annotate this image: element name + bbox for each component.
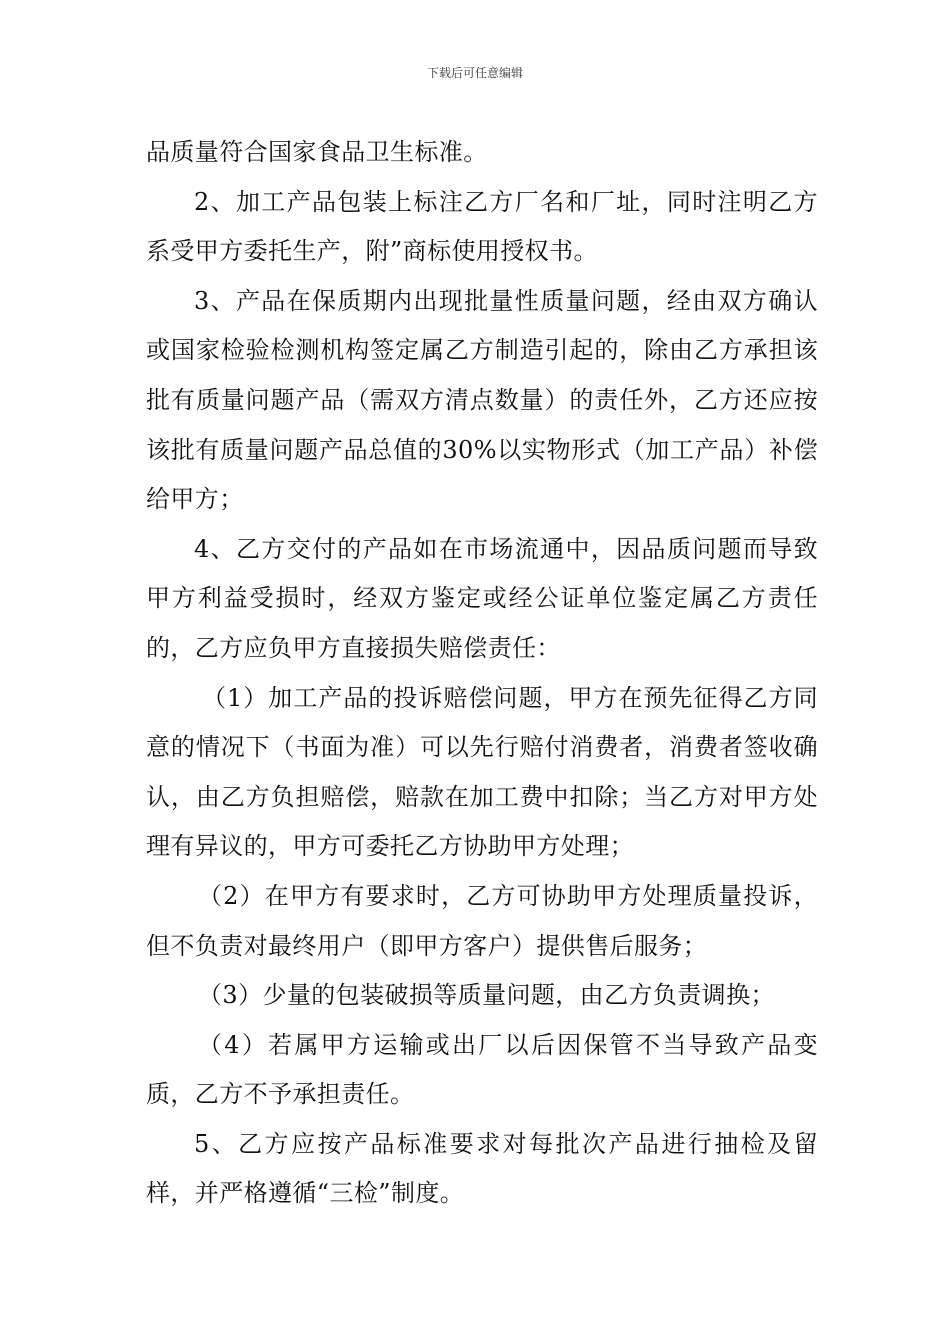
paragraph-clause-5: 5、乙方应按产品标准要求对每批次产品进行抽检及留样，并严格遵循“三检”制度。 (146, 1129, 818, 1208)
paragraph-subclause-4: （4）若属甲方运输或出厂以后因保管不当导致产品变质，乙方不予承担责任。 (146, 1030, 818, 1109)
paragraph-subclause-1: （1）加工产品的投诉赔偿问题，甲方在预先征得乙方同意的情况下（书面为准）可以先行赔付消费者，消费者签收确认，由乙方负担赔偿，赔款在加工费中扣除；当乙方对甲方处理有异议的，甲方可委托乙方协助甲方处理； (146, 683, 818, 861)
paragraph-clause-3: 3、产品在保质期内出现批量性质量问题，经由双方确认或国家检验检测机构签定属乙方制造引起的，除由乙方承担该批有质量问题产品（需双方清点数量）的责任外，乙方还应按该批有质量问题产品总值的30%以实物形式（加工产品）补偿给甲方； (146, 286, 818, 514)
paragraph-clause-2: 2、加工产品包装上标注乙方厂名和厂址，同时注明乙方系受甲方委托生产，附”商标使用授权书。 (146, 187, 818, 266)
document-body (146, 128, 818, 1219)
header-note: 下载后可任意编辑 (426, 66, 523, 80)
paragraph-subclause-2: （2）在甲方有要求时，乙方可协助甲方处理质量投诉，但不负责对最终用户（即甲方客户）提供售后服务； (146, 881, 818, 960)
paragraph-subclause-3: （3）少量的包装破损等质量问题，由乙方负责调换； (198, 981, 775, 1010)
paragraph-continuation: 品质量符合国家食品卫生标准。 (146, 138, 488, 166)
paragraph-clause-4: 4、乙方交付的产品如在市场流通中，因品质问题而导致甲方利益受损时，经双方鉴定或经公证单位鉴定属乙方责任的，乙方应负甲方直接损失赔偿责任： (146, 534, 818, 662)
